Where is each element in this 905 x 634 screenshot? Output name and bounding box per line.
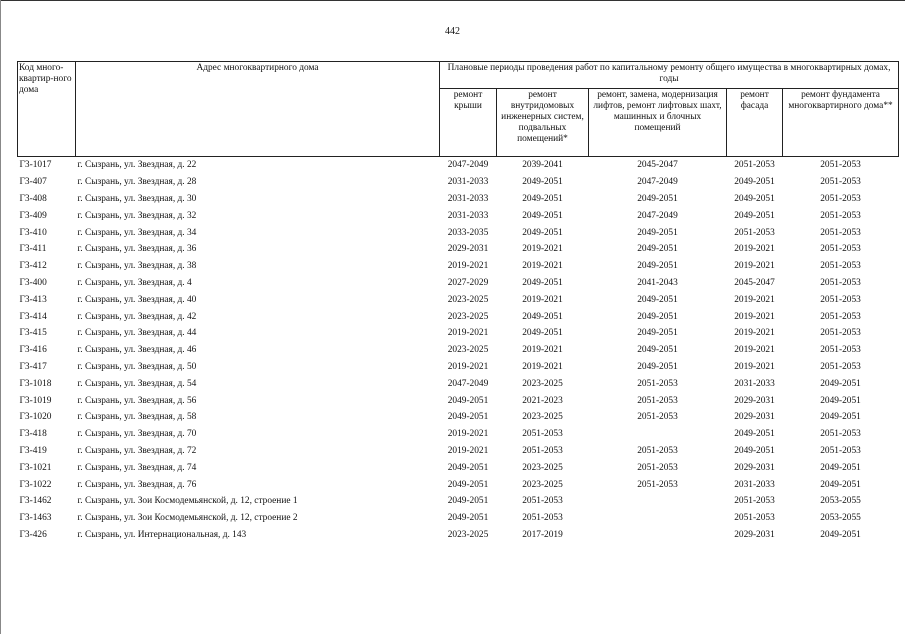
row-facade: 2051-2053	[734, 160, 775, 171]
row-systems: 2049-2051	[522, 227, 563, 238]
row-foundation: 2051-2053	[820, 177, 861, 188]
row-elevators: 2049-2051	[637, 361, 678, 372]
row-code: Г3-407	[19, 177, 47, 188]
header-code: Код много-квартир-ного дома	[18, 62, 76, 157]
row-address: г. Сызрань, ул. Звездная, д. 58	[77, 412, 197, 423]
row-foundation: 2051-2053	[820, 261, 861, 272]
row-facade: 2019-2021	[734, 345, 775, 356]
row-roof: 2023-2025	[447, 345, 489, 356]
row-code: Г3-419	[19, 445, 47, 456]
row-code: Г3-1463	[19, 513, 52, 524]
row-roof: 2019-2021	[447, 429, 489, 440]
row-roof: 2019-2021	[447, 361, 489, 372]
row-roof: 2049-2051	[447, 513, 489, 524]
row-roof: 2033-2035	[447, 227, 489, 238]
row-roof: 2049-2051	[447, 395, 489, 406]
row-foundation: 2049-2051	[820, 462, 861, 473]
row-systems: 2023-2025	[522, 462, 563, 473]
row-elevators: 2049-2051	[637, 244, 678, 255]
row-roof: 2023-2025	[447, 529, 489, 540]
row-elevators: 2049-2051	[637, 345, 678, 356]
row-roof: 2029-2031	[447, 244, 489, 255]
header-facade: ремонт фасада	[727, 89, 783, 157]
page-left-border	[0, 0, 1, 634]
row-roof: 2023-2025	[447, 294, 489, 305]
row-roof: 2049-2051	[447, 462, 489, 473]
row-facade: 2051-2053	[734, 496, 775, 507]
row-facade: 2019-2021	[734, 261, 775, 272]
table-header	[18, 62, 899, 157]
row-address: г. Сызрань, ул. Зои Космодемьянской, д. 12, строение 1	[77, 496, 298, 507]
row-systems: 2049-2051	[522, 277, 563, 288]
table-row	[18, 291, 899, 308]
row-address: г. Сызрань, ул. Звездная, д. 56	[77, 395, 197, 406]
row-address: г. Сызрань, ул. Звездная, д. 46	[77, 345, 197, 356]
row-facade: 2049-2051	[734, 445, 775, 456]
row-roof: 2049-2051	[447, 479, 489, 490]
row-code: Г3-1017	[19, 160, 52, 171]
row-address: г. Сызрань, ул. Зои Космодемьянской, д. 12, строение 2	[77, 513, 298, 524]
row-facade: 2031-2033	[734, 378, 775, 389]
row-foundation: 2049-2051	[820, 412, 861, 423]
row-foundation: 2051-2053	[820, 345, 861, 356]
row-facade: 2031-2033	[734, 479, 775, 490]
page-top-border	[0, 0, 905, 1]
table-row	[18, 510, 899, 527]
capital-repair-table	[17, 61, 899, 543]
row-systems: 2049-2051	[522, 210, 563, 221]
row-facade: 2049-2051	[734, 193, 775, 204]
table-row	[18, 258, 899, 275]
header-systems: ремонт внутридомовых инженерных систем, подвальных помещений*	[497, 89, 589, 157]
row-elevators: 2049-2051	[637, 294, 678, 305]
table-row	[18, 527, 899, 544]
table-body	[18, 157, 899, 544]
row-code: Г3-414	[19, 311, 47, 322]
row-address: г. Сызрань, ул. Интернациональная, д. 143	[77, 529, 247, 540]
row-facade: 2019-2021	[734, 294, 775, 305]
row-foundation: 2049-2051	[820, 479, 861, 490]
row-systems: 2023-2025	[522, 479, 563, 490]
row-systems: 2049-2051	[522, 177, 563, 188]
row-systems: 2049-2051	[522, 311, 563, 322]
row-address: г. Сызрань, ул. Звездная, д. 74	[77, 462, 197, 473]
row-code: Г3-426	[19, 529, 47, 540]
row-elevators	[589, 426, 727, 443]
row-elevators: 2051-2053	[637, 479, 678, 490]
table-row	[18, 409, 899, 426]
row-systems: 2019-2021	[522, 244, 563, 255]
row-foundation: 2051-2053	[820, 277, 861, 288]
row-code: Г3-400	[19, 277, 47, 288]
row-systems: 2039-2041	[522, 160, 563, 171]
row-address: г. Сызрань, ул. Звездная, д. 32	[77, 210, 197, 221]
row-systems: 2049-2051	[522, 328, 563, 339]
row-systems: 2017-2019	[522, 529, 563, 540]
row-systems: 2023-2025	[522, 378, 563, 389]
row-elevators: 2047-2049	[637, 210, 678, 221]
row-address: г. Сызрань, ул. Звездная, д. 38	[77, 261, 197, 272]
table-row	[18, 359, 899, 376]
row-elevators	[589, 493, 727, 510]
row-elevators: 2051-2053	[637, 462, 678, 473]
table-row	[18, 207, 899, 224]
row-address: г. Сызрань, ул. Звездная, д. 54	[77, 378, 197, 389]
table-row	[18, 459, 899, 476]
table-row	[18, 493, 899, 510]
row-code: Г3-1462	[19, 496, 52, 507]
row-foundation: 2051-2053	[820, 193, 861, 204]
row-code: Г3-418	[19, 429, 47, 440]
row-roof: 2019-2021	[447, 445, 489, 456]
header-foundation: ремонт фундамента многоквартирного дома**	[783, 89, 899, 157]
table-row	[18, 325, 899, 342]
table-row	[18, 157, 899, 174]
header-address: Адрес многоквартирного дома	[76, 62, 440, 157]
row-facade: 2051-2053	[734, 227, 775, 238]
row-facade: 2049-2051	[734, 177, 775, 188]
row-elevators: 2049-2051	[637, 261, 678, 272]
header-roof: ремонт крыши	[440, 89, 497, 157]
row-foundation: 2051-2053	[820, 160, 861, 171]
row-facade: 2019-2021	[734, 244, 775, 255]
row-roof: 2027-2029	[447, 277, 489, 288]
row-address: г. Сызрань, ул. Звездная, д. 34	[77, 227, 197, 238]
row-code: Г3-416	[19, 345, 47, 356]
row-roof: 2019-2021	[447, 261, 489, 272]
row-facade: 2019-2021	[734, 328, 775, 339]
row-systems: 2051-2053	[522, 496, 563, 507]
table-row	[18, 476, 899, 493]
row-roof: 2049-2051	[447, 496, 489, 507]
table-row	[18, 191, 899, 208]
row-address: г. Сызрань, ул. Звездная, д. 22	[77, 160, 197, 171]
row-elevators	[589, 527, 727, 544]
row-systems: 2051-2053	[522, 445, 563, 456]
row-roof: 2031-2033	[447, 210, 489, 221]
row-systems: 2019-2021	[522, 361, 563, 372]
row-code: Г3-1021	[19, 462, 52, 473]
row-foundation: 2051-2053	[820, 227, 861, 238]
header-elevators: ремонт, замена, модернизация лифтов, ремонт лифтовых шахт, машинных и блочных помещений	[589, 89, 727, 157]
row-elevators: 2049-2051	[637, 193, 678, 204]
row-foundation: 2049-2051	[820, 395, 861, 406]
row-address: г. Сызрань, ул. Звездная, д. 4	[77, 277, 192, 288]
row-elevators: 2049-2051	[637, 328, 678, 339]
row-elevators: 2049-2051	[637, 311, 678, 322]
row-address: г. Сызрань, ул. Звездная, д. 72	[77, 445, 197, 456]
row-facade: 2029-2031	[734, 529, 775, 540]
table-row	[18, 426, 899, 443]
row-systems: 2021-2023	[522, 395, 563, 406]
table-row	[18, 342, 899, 359]
row-address: г. Сызрань, ул. Звездная, д. 28	[77, 177, 197, 188]
row-foundation: 2051-2053	[820, 328, 861, 339]
row-roof: 2049-2051	[447, 412, 489, 423]
row-roof: 2023-2025	[447, 311, 489, 322]
row-address: г. Сызрань, ул. Звездная, д. 42	[77, 311, 197, 322]
row-facade: 2049-2051	[734, 210, 775, 221]
row-code: Г3-408	[19, 193, 47, 204]
row-elevators: 2051-2053	[637, 378, 678, 389]
row-roof: 2031-2033	[447, 177, 489, 188]
table-row	[18, 375, 899, 392]
row-code: Г3-415	[19, 328, 47, 339]
page-number: 442	[445, 26, 460, 37]
row-address: г. Сызрань, ул. Звездная, д. 40	[77, 294, 197, 305]
row-roof: 2019-2021	[447, 328, 489, 339]
row-code: Г3-1020	[19, 412, 52, 423]
row-elevators: 2051-2053	[637, 445, 678, 456]
row-elevators: 2049-2051	[637, 227, 678, 238]
header-periods: Плановые периоды проведения работ по капитальному ремонту общего имущества в многоквартирных домах, годы	[440, 62, 899, 89]
row-address: г. Сызрань, ул. Звездная, д. 50	[77, 361, 197, 372]
row-address: г. Сызрань, ул. Звездная, д. 30	[77, 193, 197, 204]
row-elevators: 2047-2049	[637, 177, 678, 188]
row-elevators	[589, 510, 727, 527]
row-address: г. Сызрань, ул. Звездная, д. 76	[77, 479, 197, 490]
row-roof: 2031-2033	[447, 193, 489, 204]
row-foundation: 2053-2055	[820, 513, 861, 524]
row-elevators: 2045-2047	[637, 160, 678, 171]
row-facade: 2029-2031	[734, 412, 775, 423]
row-foundation: 2051-2053	[820, 361, 861, 372]
row-code: Г3-417	[19, 361, 47, 372]
row-code: Г3-409	[19, 210, 47, 221]
row-facade: 2049-2051	[734, 429, 775, 440]
row-facade: 2019-2021	[734, 311, 775, 322]
row-facade: 2019-2021	[734, 361, 775, 372]
row-facade: 2045-2047	[734, 277, 775, 288]
row-foundation: 2051-2053	[820, 429, 861, 440]
row-roof: 2047-2049	[447, 160, 489, 171]
table-row	[18, 392, 899, 409]
row-systems: 2051-2053	[522, 513, 563, 524]
row-elevators: 2041-2043	[637, 277, 678, 288]
row-code: Г3-411	[19, 244, 47, 255]
row-systems: 2051-2053	[522, 429, 563, 440]
row-foundation: 2049-2051	[820, 529, 861, 540]
row-address: г. Сызрань, ул. Звездная, д. 44	[77, 328, 197, 339]
row-foundation: 2051-2053	[820, 244, 861, 255]
row-systems: 2019-2021	[522, 261, 563, 272]
row-code: Г3-1019	[19, 395, 52, 406]
row-code: Г3-410	[19, 227, 47, 238]
row-address: г. Сызрань, ул. Звездная, д. 36	[77, 244, 197, 255]
table-row	[18, 275, 899, 292]
table-row	[18, 443, 899, 460]
row-code: Г3-1022	[19, 479, 52, 490]
row-foundation: 2051-2053	[820, 445, 861, 456]
row-foundation: 2051-2053	[820, 311, 861, 322]
row-roof: 2047-2049	[447, 378, 489, 389]
row-foundation: 2051-2053	[820, 210, 861, 221]
table-row	[18, 174, 899, 191]
row-address: г. Сызрань, ул. Звездная, д. 70	[77, 429, 197, 440]
table-row	[18, 308, 899, 325]
table-row	[18, 241, 899, 258]
row-systems: 2019-2021	[522, 294, 563, 305]
row-code: Г3-1018	[19, 378, 52, 389]
table-row	[18, 224, 899, 241]
row-code: Г3-413	[19, 294, 47, 305]
row-foundation: 2049-2051	[820, 378, 861, 389]
row-systems: 2023-2025	[522, 412, 563, 423]
row-facade: 2051-2053	[734, 513, 775, 524]
row-elevators: 2051-2053	[637, 412, 678, 423]
row-foundation: 2051-2053	[820, 294, 861, 305]
row-facade: 2029-2031	[734, 395, 775, 406]
row-elevators: 2051-2053	[637, 395, 678, 406]
row-code: Г3-412	[19, 261, 47, 272]
row-facade: 2029-2031	[734, 462, 775, 473]
row-foundation: 2053-2055	[820, 496, 861, 507]
row-systems: 2049-2051	[522, 193, 563, 204]
row-systems: 2019-2021	[522, 345, 563, 356]
